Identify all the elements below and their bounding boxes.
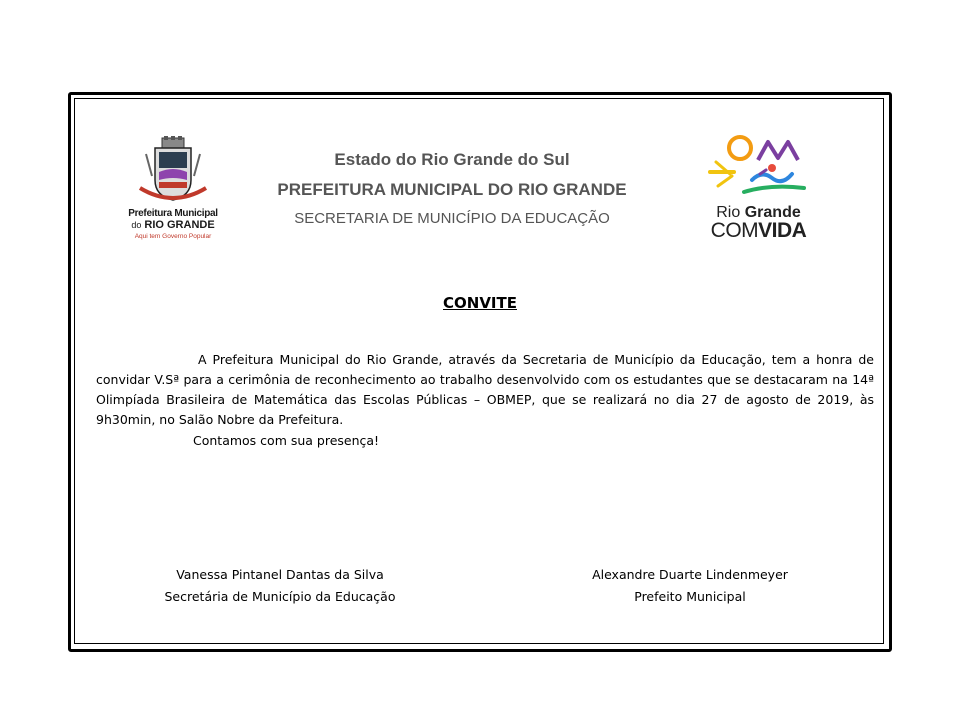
closing-line: Contamos com sua presença! <box>193 433 380 448</box>
invitation-text: A Prefeitura Municipal do Rio Grande, através da Secretaria de Município da Educação, tem a honra de convidar V.Sª para a cerimônia de reconhecimento ao trabalho desenvolvido com os estudantes que se destacaram na 14ª Olimpíada Brasileira de Matemática das Escolas Públicas – OBMEP, que se realizará no dia 27 de agosto de 2019, às 9h30min, no Salão Nobre da Prefeitura. <box>96 352 874 427</box>
crest-slogan: Aqui tem Governo Popular <box>134 233 212 240</box>
crest-name-prefix: do <box>131 220 142 230</box>
signature-role: Secretária de Município da Educação <box>164 589 396 604</box>
signature-secretary <box>120 564 440 608</box>
crest-name-line1: Prefeitura Municipal <box>128 208 218 219</box>
brand-mark-icon <box>700 130 820 202</box>
brand-line2-a: COM <box>710 219 759 242</box>
municipal-crest <box>118 136 228 248</box>
brand-line2 <box>696 219 821 243</box>
state-heading: Estado do Rio Grande do Sul <box>334 150 570 169</box>
prefecture-heading: PREFEITURA MUNICIPAL DO RIO GRANDE <box>277 180 627 199</box>
crest-name-line2 <box>118 219 228 231</box>
signature-name: Alexandre Duarte Lindenmeyer <box>592 567 788 582</box>
document-title: CONVITE <box>443 294 517 312</box>
crest-city: RIO GRANDE <box>144 219 215 231</box>
secretariat-heading: SECRETARIA DE MUNICÍPIO DA EDUCAÇÃO <box>294 210 610 227</box>
signature-name: Vanessa Pintanel Dantas da Silva <box>176 567 384 582</box>
signature-role: Prefeito Municipal <box>634 589 746 604</box>
signature-mayor <box>540 564 840 608</box>
brand-line2-b: VIDA <box>758 219 807 242</box>
rio-grande-com-vida-logo <box>690 130 830 248</box>
brand-line1-a: Rio <box>716 204 741 221</box>
invitation-paragraph <box>96 350 874 430</box>
coat-of-arms-icon <box>138 136 208 206</box>
brand-line1-b: Grande <box>744 204 801 221</box>
